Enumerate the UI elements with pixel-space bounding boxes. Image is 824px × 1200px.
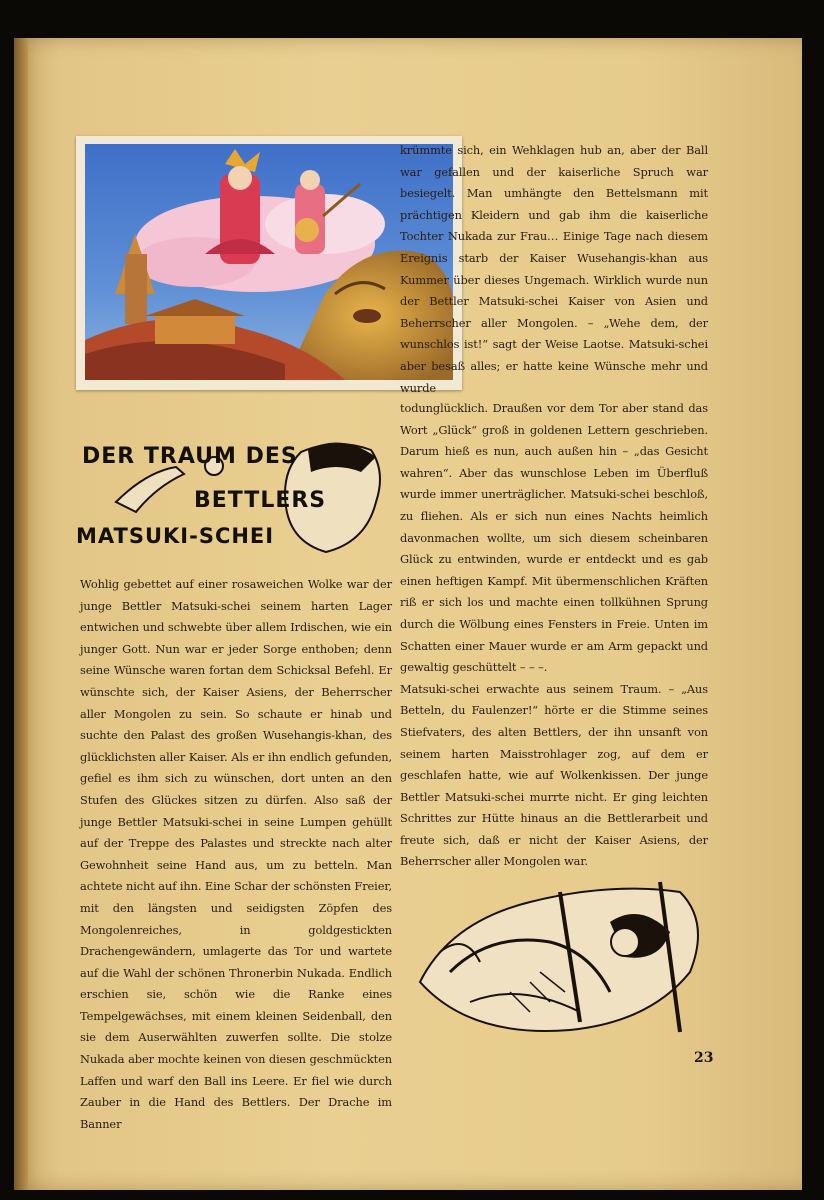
story-title: [76, 432, 386, 558]
paragraph: Matsuki-schei erwachte aus seinem Traum. – „Aus Betteln, du Faulenzer!“ hörte er die Stimme seines Stiefvaters, des alten Bettlers, der ihn unsanft von seinem harten Maisstrohlager zog, auf dem er geschlafen hatte, wie auf Wolkenkissen. Der junge Bettler Matsuki-schei murrte nicht. Er ging leichten Schrittes zur Hütte hinaus an die Bettlerarbeit und freute sich, daß er nicht der Kaiser Asiens, der Beherrscher aller Mongolen war.: [400, 681, 708, 869]
book-spine: [14, 38, 28, 1190]
title-line-2: BETTLERS: [194, 488, 327, 513]
text-column-right-top: [400, 140, 708, 399]
ink-sketch-illustration: [410, 862, 710, 1042]
paragraph: Wohlig gebettet auf einer rosaweichen Wolke war der junge Bettler Matsuki-schei seinem harten Lager entwichen und schwebte über allem Irdischen, wie ein junger Gott. Nun war er jeder Sorge enthoben; denn seine Wünsche waren fortan dem Schicksal Befehl. Er wünschte sich, der Kaiser Asiens, der Beherrscher aller Mongolen zu sein. So schaute er hinab und suchte den Palast des großen Wusehangis-khan, des glücklichsten aller Kaiser. Als er ihn endlich gefunden, gefiel es ihm sich zu wünschen, dort unten an den Stufen des Glückes sitzen zu dürfen. Also saß der junge Bettler Matsuki-schei in seine Lumpen gehüllt auf der Treppe des Palastes und streckte nach alter Gewohnheit seine Hand aus, um zu betteln. Man achtete nicht auf ihn. Eine Schar der schönsten Freier, mit den längsten und seidigsten Zöpfen des Mongolenreiches, in goldgestickten Drachengewändern, umlagerte das Tor und wartete auf die Wahl der schönen Thronerbin Nukada. Endlich erschien sie, schön wie die Ranke eines Tempelgewächses, mit einem kleinen Seidenball, den sie dem Auserwählten zuwerfen sollte. Die stolze Nukada aber mochte keinen von diesen geschmückten Laffen und warf den Ball ins Leere. Er fiel wie durch Zauber in die Hand des Bettlers. Der Drache im Banner: [80, 577, 392, 1131]
paragraph: todunglücklich. Draußen vor dem Tor aber stand das Wort „Glück“ groß in goldenen Lettern geschrieben. Darum hieß es nun, auch außen hin – „das Gesicht wahren“. Aber das wunschlose Leben im Überfluß wurde immer unerträglicher. Matsuki-schei beschloß, zu fliehen. Als er sich nun eines Nachts heimlich davonmachen wollte, um sich diesem scheinbaren Glück zu entwinden, wurde er entdeckt und es gab einen heftigen Kampf. Mit übermenschlichen Kräften riß er sich los und machte einen tollkühnen Sprung durch die Wölbung eines Fensters in Freie. Unten im Schatten einer Mauer wurde er am Arm gepackt und gewaltig geschüttelt – – –.: [400, 401, 708, 675]
text-column-right-bottom: [400, 398, 708, 873]
title-line-3: MATSUKI-SCHEI: [76, 524, 275, 548]
paragraph: krümmte sich, ein Wehklagen hub an, aber der Ball war gefallen und der kaiserliche Spruch war besiegelt. Man umhängte den Bettelsmann mit prächtigen Kleidern und gab ihm die kaiserliche Tochter Nukada zur Frau… Einige Tage nach diesem Ereignis starb der Kaiser Wusehangis-khan aus Kummer über dieses Ungemach. Wirklich wurde nun der Bettler Matsuki-schei Kaiser von Asien und Beherrscher aller Mongolen. – „Wehe dem, der wunschlos ist!“ sagt der Weise Laotse. Matsuki-schei aber besaß alles; er hatte keine Wünsche mehr und wurde: [400, 143, 708, 395]
page-number: 23: [694, 1050, 714, 1066]
dream-scene-image: [85, 144, 453, 380]
title-line-1: DER TRAUM DES: [82, 444, 298, 469]
struggle-sketch-image: [410, 862, 710, 1038]
text-column-left: [80, 574, 392, 1135]
